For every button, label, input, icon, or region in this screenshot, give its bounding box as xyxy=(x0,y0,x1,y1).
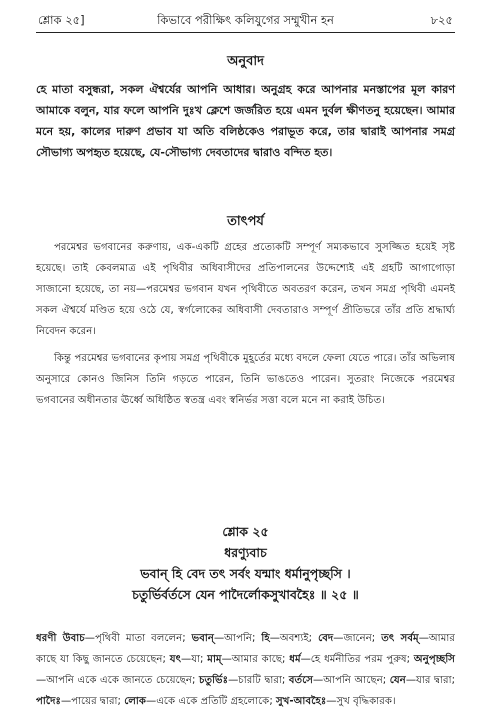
synonym-meaning: অবশ্যই; xyxy=(279,633,313,644)
synonym-meaning: যা; xyxy=(191,654,204,665)
synonym-word: মাম্ xyxy=(207,654,222,665)
synonym-meaning: চারটি দ্বারা; xyxy=(238,675,286,686)
purport-section xyxy=(36,212,455,411)
synonym-meaning: হে ধর্মনীতির পরম পুরুষ; xyxy=(310,654,411,665)
synonyms-paragraph: ধরণী উবাচ—পৃথিবী মাতা বললেন; ভবান্—আপনি; হি—অবশ্যই; বেদ—জানেন; তৎ সর্বম্—আমার কাছে যা কিছু জানতে চেয়েছেন; যৎ—যা; মাম্—আমার কাছে; ধর্ম—হে ধর্মনীতির পরম পুরুষ; অনুপৃচ্ছসি—আপনি একে একে জানতে চেয়েছেন; চতুর্ভিঃ—চারটি দ্বারা; বর্তসে—আপনি আছেন; যেন—যার দ্বারা; পাদৈঃ—পায়ের দ্বারা; লোক—একে একে প্রতিটি গ্রহলোকে; সুখ-আবহৈঃ—সুখ বৃদ্ধিকারক। xyxy=(36,633,456,707)
synonym-word: ধর্ম xyxy=(289,654,301,665)
synonym-word: পাদৈঃ xyxy=(36,696,61,707)
verse-section xyxy=(36,521,455,605)
translation-heading: অনুবাদ xyxy=(227,54,264,69)
translation-text: হে মাতা বসুন্ধরা, সকল ঐশ্বর্যের আপনি আধার। অনুগ্রহ করে আপনার মনস্তাপের মূল কারণ আমাকে বলুন, যার ফলে আপনি দুঃখ ক্লেশে জর্জরিত হয়ে এমন দুর্বল ক্ষীণতনু হয়েছেন। আমার মনে হয়, কালের দারুণ প্রভাব যা অতি বলিষ্ঠকেও পরাভূত করে, তার দ্বারাই আপনার সমগ্র সৌভাগ্য অপহৃত হয়েছে, যে-সৌভাগ্য দেবতাদের দ্বারাও বন্দিত হত। xyxy=(36,83,455,159)
page-number: ৮২৫ xyxy=(430,13,453,27)
synonym-meaning: যার দ্বারা; xyxy=(416,675,456,686)
synonym-meaning: আমার কাছে; xyxy=(231,654,286,665)
synonym-word: ভবান্ xyxy=(191,633,214,644)
synonym-word: বর্তসে xyxy=(288,675,314,686)
header-verse-ref: শ্লোক ২৫] xyxy=(38,13,85,27)
synonym-word: যেন xyxy=(389,675,406,686)
translation-section xyxy=(36,52,455,163)
header-chapter-title: কিভাবে পরীক্ষিৎ কলিযুগের সম্মুখীন হন xyxy=(157,13,334,27)
synonym-word: যৎ xyxy=(169,654,182,665)
synonym-meaning: জানেন; xyxy=(343,633,376,644)
synonym-meaning: আপনি একে একে জানতে চেয়েছেন; xyxy=(46,675,196,686)
synonym-meaning: একে একে প্রতিটি গ্রহলোকে; xyxy=(156,696,273,707)
synonym-word: লোক xyxy=(124,696,146,707)
synonym-word: হি xyxy=(261,633,270,644)
synonym-word: অনুপৃচ্ছসি xyxy=(413,654,456,665)
synonym-meaning: আপনি; xyxy=(224,633,256,644)
synonym-word: বেদ xyxy=(318,633,334,644)
synonym-word: সুখ-আবহৈঃ xyxy=(276,696,327,707)
purport-paragraph-1: পরমেশ্বর ভগবানের করুণায়, এক-একটি গ্রহের প্রত্যেকটি সম্পূর্ণ সম্যকভাবে সুসজ্জিত হয়েই সৃষ্ট হয়েছে। তাই কেবলমাত্র এই পৃথিবীর অধিবাসীদের প্রতিপালনের উদ্দেশ্যেই এই গ্রহটি আগাগোড়া সাজানো হয়েছে, তা নয়—পরমেশ্বর ভগবান যখন পৃথিবীতে অবতরণ করেন, তখন সমগ্র পৃথিবী এমনই সকল ঐশ্বর্যে মণ্ডিত হয়ে ওঠে যে, স্বর্গলোকের অধিবাসী দেবতারাও সম্পূর্ণ প্রীতিভরে তাঁর প্রতি শ্রদ্ধার্ঘ্য নিবেদন করেন। xyxy=(36,242,455,337)
synonym-meaning: পায়ের দ্বারা; xyxy=(71,696,121,707)
synonym-word: তৎ সর্বম্ xyxy=(381,633,419,644)
synonym-word: চতুর্ভিঃ xyxy=(199,675,229,686)
purport-heading: তাৎপর্য xyxy=(227,214,264,229)
synonym-meaning: সুখ বৃদ্ধিকারক। xyxy=(336,696,396,707)
running-header xyxy=(0,12,491,30)
purport-paragraph-2: কিন্তু পরমেশ্বর ভগবানের কৃপায় সমগ্র পৃথিবীকে মুহূর্তের মধ্যে বদলে ফেলা যেতে পারে। তাঁর অভিলাষ অনুসারে কোনও জিনিস তিনি গড়তে পারেন, তিনি ভাঙতেও পারেন। সুতরাং নিজেকে পরমেশ্বর ভগবানের অধীনতার ঊর্ধ্বে অধিষ্ঠিত স্বতন্ত্র এবং স্বনির্ভর সত্তা বলে মনে না করাই উচিত। xyxy=(36,353,455,406)
synonym-meaning: আপনি আছেন; xyxy=(323,675,387,686)
synonym-meaning: আমার কাছে যা কিছু জানতে চেয়েছেন; xyxy=(36,633,455,665)
synonym-meaning: পৃথিবী মাতা বললেন; xyxy=(94,633,186,644)
verse-line-1: ভবান্ হি বেদ তৎ সর্বং যন্মাং ধর্মানুপৃচ্ছসি । xyxy=(140,566,351,581)
verse-speaker: ধরণ্যুবাচ xyxy=(224,545,267,560)
synonym-word: ধরণী উবাচ xyxy=(36,633,85,644)
header-rule xyxy=(36,32,455,33)
verse-number: শ্লোক ২৫ xyxy=(222,524,269,539)
verse-line-2: চতুর্ভির্বর্তসে যেন পাদৈর্লোকসুখাবহৈঃ ॥ ২৫ ॥ xyxy=(132,587,359,602)
